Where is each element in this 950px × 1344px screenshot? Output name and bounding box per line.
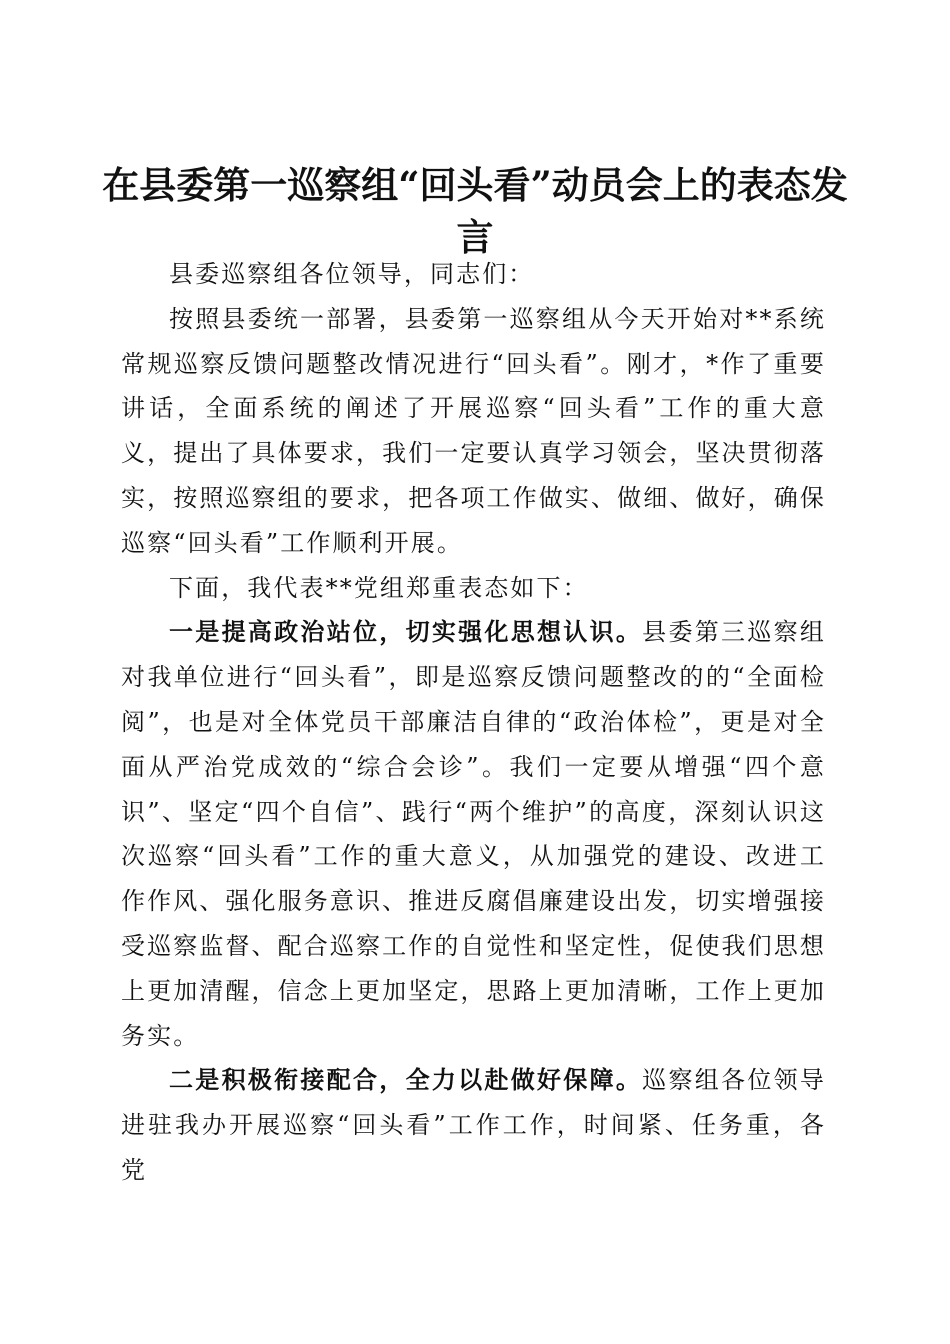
paragraph [121, 297, 826, 566]
paragraph [121, 566, 826, 611]
paragraph-lead: 一是提高政治站位，切实强化思想认识。 [169, 617, 643, 647]
paragraph [121, 1058, 826, 1192]
paragraph-lead: 二是积极衔接配合，全力以赴做好保障。 [169, 1065, 643, 1095]
paragraph-text: 按照县委统一部署，县委第一巡察组从今天开始对**系统常规巡察反馈问题整改情况进行“回头看”。刚才，*作了重要讲话，全面系统的阐述了开展巡察“回头看”工作的重大意义，提出了具体要求，我们一定要认真学习领会，坚决贯彻落实，按照巡察组的要求，把各项工作做实、做细、做好，确保巡察“回头看”工作顺利开展。 [121, 304, 826, 557]
document-title: 在县委第一巡察组“回头看”动员会上的表态发言 [102, 162, 848, 259]
document-body [121, 252, 826, 1193]
salutation: 县委巡察组各位领导，同志们： [169, 260, 535, 288]
paragraph-text: 下面，我代表**党组郑重表态如下： [169, 573, 589, 602]
paragraph-text: 县委第三巡察组对我单位进行“回头看”，即是巡察反馈问题整改的的“全面检阅”，也是对全体党员干部廉洁自律的“政治体检”，更是对全面从严治党成效的“综合会诊”。我们一定要从增强“四个意识”、坚定“四个自信”、践行“两个维护”的高度，深刻认识这次巡察“回头看”工作的重大意义，从加强党的建设、改进工作作风、强化服务意识、推进反腐倡廉建设出发，切实增强接受巡察监督、配合巡察工作的自觉性和坚定性，促使我们思想上更加清醒，信念上更加坚定，思路上更加清晰，工作上更加务实。 [121, 618, 826, 1050]
paragraph-text: 巡察组各位领导进驻我办开展巡察“回头看”工作工作，时间紧、任务重，各党 [121, 1066, 826, 1184]
paragraph [121, 610, 826, 1058]
